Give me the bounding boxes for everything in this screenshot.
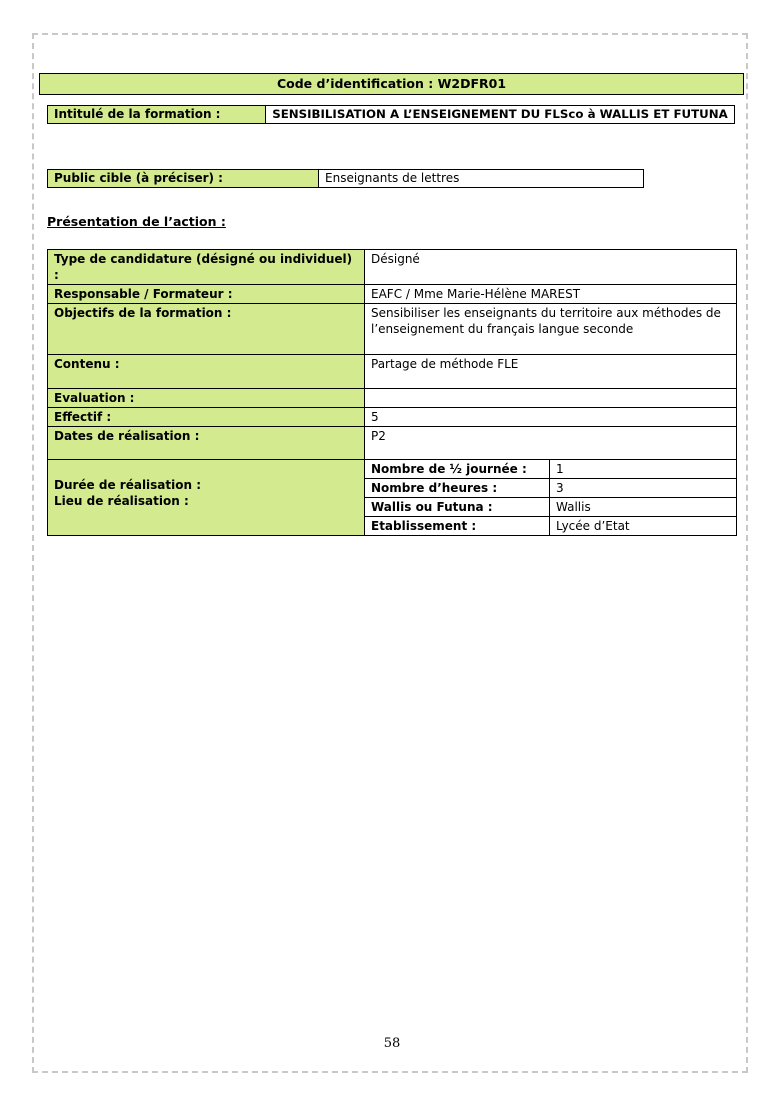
demi-journee-value: 1 [550, 460, 737, 479]
table-row [48, 460, 737, 479]
table-row [48, 408, 737, 427]
dates-value: P2 [365, 427, 737, 460]
table-row [48, 355, 737, 389]
duree-label: Durée de réalisation : [54, 478, 202, 492]
etablissement-label: Etablissement : [365, 517, 550, 536]
code-value: W2DFR01 [437, 76, 507, 91]
effectif-label: Effectif : [48, 408, 365, 427]
type-value: Désigné [365, 250, 737, 285]
duree-lieu-cell [48, 460, 365, 536]
heures-label: Nombre d’heures : [365, 479, 550, 498]
responsable-label: Responsable / Formateur : [48, 285, 365, 304]
contenu-value: Partage de méthode FLE [365, 355, 737, 389]
section-title: Présentation de l’action : [47, 214, 226, 229]
demi-journee-label: Nombre de ½ journée : [365, 460, 550, 479]
responsable-value: EAFC / Mme Marie-Hélène MAREST [365, 285, 737, 304]
target-audience-value: Enseignants de lettres [325, 171, 460, 185]
table-row [48, 389, 737, 408]
page-number: 58 [383, 1036, 401, 1051]
etablissement-value: Lycée d’Etat [550, 517, 737, 536]
heures-value: 3 [550, 479, 737, 498]
code-label: Code d’identification : [276, 76, 434, 91]
target-audience-label: Public cible (à préciser) : [48, 170, 319, 187]
action-details-table [47, 249, 737, 536]
evaluation-label: Evaluation : [48, 389, 365, 408]
evaluation-value [365, 389, 737, 408]
table-row [48, 250, 737, 285]
dates-label: Dates de réalisation : [48, 427, 365, 460]
training-title-label: Intitulé de la formation : [48, 106, 266, 123]
lieu-label: Lieu de réalisation : [54, 494, 189, 508]
wallis-futuna-label: Wallis ou Futuna : [365, 498, 550, 517]
wallis-futuna-value: Wallis [550, 498, 737, 517]
table-row [48, 285, 737, 304]
contenu-label: Contenu : [48, 355, 365, 389]
objectifs-label: Objectifs de la formation : [48, 304, 365, 355]
objectifs-value: Sensibiliser les enseignants du territoire aux méthodes de l’enseignement du français langue seconde [365, 304, 737, 355]
table-row [48, 304, 737, 355]
target-audience-row [47, 169, 644, 188]
training-title-value: SENSIBILISATION A L’ENSEIGNEMENT DU FLSco à WALLIS ET FUTUNA [272, 107, 728, 121]
page-border [32, 33, 748, 1073]
table-row [48, 427, 737, 460]
training-title-row [47, 105, 735, 124]
identification-code-bar [39, 73, 744, 95]
effectif-value: 5 [365, 408, 737, 427]
type-label: Type de candidature (désigné ou individuel) : [48, 250, 365, 285]
